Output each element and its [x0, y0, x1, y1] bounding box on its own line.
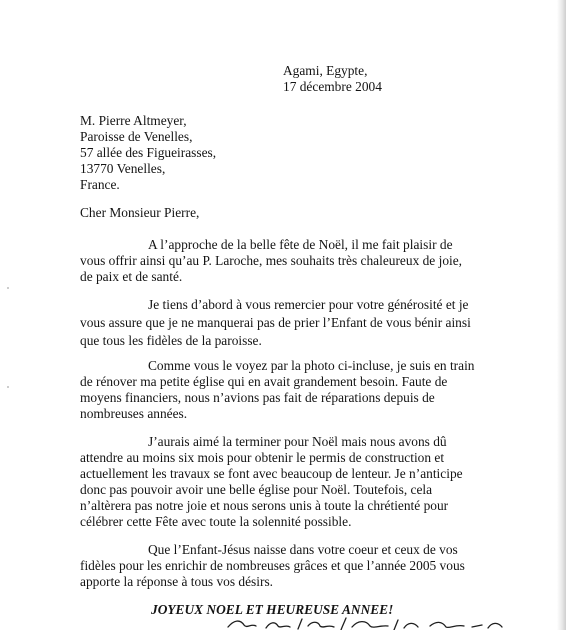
paragraph-3 — [80, 358, 475, 422]
address-line: 13770 Venelles, — [80, 161, 166, 176]
address-line: 57 allée des Figueirasses, — [80, 145, 217, 160]
paragraph-line: que tous les fidèles de la paroisse. — [80, 333, 262, 348]
paragraph-line: fidèles pour les enrichir de nombreuses grâces et que l’année 2005 vous — [80, 558, 465, 573]
paragraph-line: actuellement les travaux se font avec beaucoup de lenteur. Je n’anticipe — [80, 466, 463, 481]
paragraph-line: Que l’Enfant-Jésus naisse dans votre coeur et ceux de vos — [148, 542, 458, 557]
paragraph-line: Je tiens d’abord à vous remercier pour votre générosité et je — [148, 297, 469, 312]
paragraph-line: célébrer cette Fête avec toute la solennité possible. — [80, 514, 352, 529]
paragraph-2 — [80, 297, 475, 349]
scan-speck — [7, 287, 9, 289]
letter-header — [283, 63, 382, 95]
paragraph-line: apporte la réponse à tous vos désirs. — [80, 574, 274, 589]
paragraph-line: vous assure que je ne manquerai pas de prier l’Enfant de vous bénir ainsi — [80, 315, 471, 330]
address-line: France. — [80, 177, 120, 192]
paragraph-line: de rénover ma petite église qui en avait grandement besoin. Faute de — [80, 374, 448, 389]
closing-greeting: JOYEUX NOEL ET HEUREUSE ANNEE! — [151, 602, 394, 617]
scan-speck — [7, 386, 9, 388]
paragraph-line: A l’approche de la belle fête de Noël, il me fait plaisir de — [148, 237, 453, 252]
paragraph-5 — [80, 542, 475, 590]
paragraph-line: de paix et de santé. — [80, 269, 183, 284]
address-line: Paroisse de Venelles, — [80, 129, 193, 144]
letter-date: 17 décembre 2004 — [283, 79, 382, 94]
paragraph-line: J’aurais aimé la terminer pour Noël mais nous avons dû — [148, 434, 447, 449]
scan-edge-shadow — [557, 0, 566, 630]
salutation: Cher Monsieur Pierre, — [80, 205, 200, 220]
paragraph-line: nombreuses années. — [80, 406, 188, 421]
paragraph-line: moyens financiers, nous n’avions pas fait de réparations depuis de — [80, 390, 435, 405]
paragraph-line: n’altèrera pas notre joie et nous serons unis à toute la chrétienté pour — [80, 498, 449, 513]
paragraph-4 — [80, 434, 475, 530]
paragraph-line: donc pas pouvoir avoir une belle église pour Noël. Toutefois, cela — [80, 482, 433, 497]
letter-place: Agami, Egypte, — [283, 63, 368, 78]
paragraph-1 — [80, 237, 475, 285]
paragraph-line: vous offrir ainsi qu’au P. Laroche, mes souhaits très chaleureux de joie, — [80, 253, 463, 268]
handwritten-signature — [220, 614, 520, 630]
paragraph-line: attendre au moins six mois pour obtenir le permis de construction et — [80, 450, 445, 465]
paragraph-line: Comme vous le voyez par la photo ci-incluse, je suis en train — [148, 358, 475, 373]
address-line: M. Pierre Altmeyer, — [80, 113, 187, 128]
recipient-address — [80, 113, 216, 193]
